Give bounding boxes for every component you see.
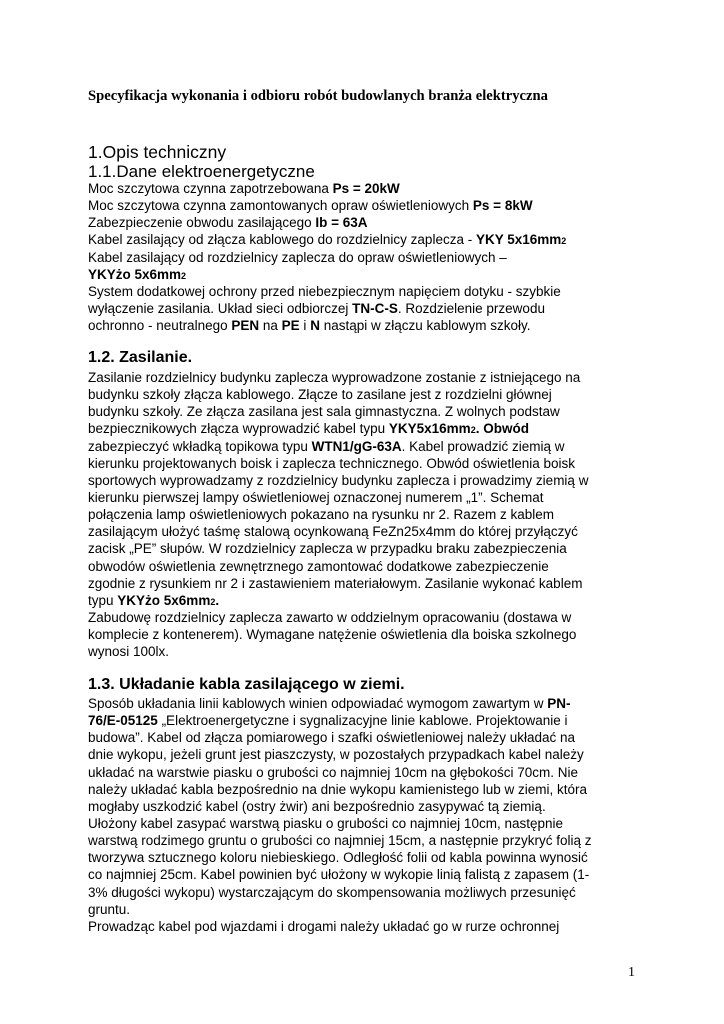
text-run: sportowych wyprowadzamy z rozdzielnicy budynku zaplecza i prowadzimy ziemią w	[88, 472, 589, 488]
text-run: zgodnie z rysunkiem nr 2 i zastawieniem materiałowym. Zasilanie wykonać kablem	[88, 575, 583, 591]
unit-suffix: 2	[561, 236, 567, 247]
text-line	[88, 506, 640, 523]
text-line	[88, 832, 640, 849]
text-line	[88, 317, 640, 334]
bold-value: .	[215, 592, 220, 608]
text-run: bezpiecznikowych złącza wyprowadzić kabel typu	[88, 421, 389, 437]
text-line	[88, 420, 640, 437]
bold-value: WTN1/gG-63A	[311, 438, 402, 454]
bold-value: N	[310, 318, 320, 334]
text-line	[88, 403, 640, 420]
text-run: Zasilanie rozdzielnicy budynku zaplecza wyprowadzone zostanie z istniejącego na	[88, 370, 581, 385]
text-run: co najmniej 25cm. Kabel powinien być ułożony w wykopie linią falistą z zapasem (1-	[88, 867, 590, 883]
bold-value: Ps = 8kW	[472, 198, 533, 214]
text-line	[88, 197, 640, 214]
text-run: i	[299, 318, 311, 334]
text-line	[88, 609, 640, 626]
text-run: kierunku projektowanych boisk i zaplecza technicznego. Obwód oświetlenia boisk	[88, 455, 576, 471]
text-run: Sposób układania linii kablowych winien odpowiadać wymogom zawartym w	[88, 696, 548, 711]
text-line	[88, 918, 640, 935]
text-run: należy układać kabla bezpośrednio na dnie wykopu kamienistego lub w ziemi, która	[88, 781, 588, 797]
bold-value: PE	[281, 318, 300, 334]
bold-value: YKYżo 5x6mm	[88, 266, 182, 282]
subsection-heading-dane: 1.1.Dane elektroenergetyczne	[88, 162, 315, 181]
section-heading-ukladanie: 1.3. Układanie kabla zasilającego w ziemi.	[88, 676, 405, 693]
text-line	[88, 523, 640, 540]
text-run: budowa”. Kabel od złącza pomiarowego i szafki oświetleniowej należy układać na	[88, 730, 576, 746]
text-line	[88, 849, 640, 866]
text-run: Zabudowę rozdzielnicy zaplecza zawarto w oddzielnym opracowaniu (dostawa w	[88, 609, 572, 625]
text-line	[88, 866, 640, 883]
text-run: 3% długości wykopu) wystarczającym do skompensowania możliwych przesunięć	[88, 884, 576, 900]
text-line	[88, 231, 640, 248]
text-line	[88, 180, 640, 197]
bold-value: TN-C-S	[352, 300, 398, 316]
text-run: nastąpi w złączu kablowym szkoły.	[319, 318, 531, 334]
text-run: Prowadząc kabel pod wjazdami i drogami należy układać go w rurze ochronnej	[88, 918, 560, 934]
text-line	[88, 455, 640, 472]
text-run: typu	[88, 592, 118, 608]
section-heading-zasilanie: 1.2. Zasilanie.	[88, 349, 193, 366]
text-line	[88, 695, 640, 712]
text-run: budynku szkoły złącza kablowego. Złącze to zasilane jest z rozdzielni głównej	[88, 387, 552, 403]
text-run: układać na warstwie piasku o grubości co najmniej 10cm na głębokości 70cm. Nie	[88, 764, 578, 780]
section-heading-opis: 1.Opis techniczny	[88, 142, 227, 162]
text-line	[88, 901, 640, 918]
bold-value: YKY 5x16mm	[475, 232, 562, 248]
text-line	[88, 300, 640, 317]
text-run: na	[259, 318, 282, 334]
section-body-zasilanie	[88, 369, 640, 660]
bold-value: . Obwód	[475, 421, 529, 437]
text-line	[88, 798, 640, 815]
text-run: obwodów oświetlenia zewnętrznego zamontować dodatkowe zabezpieczenie	[88, 558, 549, 574]
bold-value: YKYżo 5x6mm	[117, 592, 211, 608]
bold-value: PN-	[547, 696, 571, 711]
text-run: System dodatkowej ochrony przed niebezpiecznym napięciem dotyku - szybkie	[88, 283, 561, 299]
text-run: warstwą rodzimego gruntu o grubości co najmniej 15cm, a następnie przykryć folią z	[88, 833, 592, 849]
text-line	[88, 558, 640, 575]
text-run: gruntu.	[88, 901, 131, 917]
text-run: wynosi 100lx.	[88, 644, 170, 660]
page-number: 1	[628, 965, 635, 980]
text-line	[88, 438, 640, 455]
document-title: Specyfikacja wykonania i odbioru robót budowlanych branża elektryczna	[88, 88, 548, 104]
text-line	[88, 575, 640, 592]
text-line	[88, 764, 640, 781]
text-line	[88, 781, 640, 798]
bold-value: YKY5x16mm	[388, 421, 471, 437]
text-run: . Rozdzielenie przewodu	[397, 300, 545, 316]
unit-suffix: 2	[210, 596, 216, 607]
text-line	[88, 884, 640, 901]
text-run: „Elektroenergetyczne i sygnalizacyjne linie kablowe. Projektowanie i	[157, 713, 568, 729]
unit-suffix: 2	[181, 270, 187, 281]
text-run: mogłaby uszkodzić kabel (ostry żwir) ani bezpośrednio zasypywać tą ziemią.	[88, 798, 546, 814]
text-line	[88, 489, 640, 506]
text-run: tworzywa sztucznego koloru niebieskiego. Odległość folii od kabla powinna wynosić	[88, 850, 588, 866]
text-run: zasilającym ułożyć taśmę stalową ocynkowaną FeZn25x4mm do której przyłączyć	[88, 524, 578, 540]
section-body-dane	[88, 180, 640, 334]
text-run: ochronno - neutralnego	[88, 318, 232, 334]
text-run: połączenia lamp oświetleniowych pokazano na rysunku nr 2. Razem z kablem	[88, 507, 554, 523]
text-line	[88, 283, 640, 300]
text-run: zacisk „PE” słupów. W rozdzielnicy zaplecza w przypadku braku zabezpieczenia	[88, 541, 567, 557]
text-line	[88, 266, 640, 283]
text-line	[88, 214, 640, 231]
text-line	[88, 712, 640, 729]
text-line	[88, 472, 640, 489]
text-line	[88, 369, 640, 386]
text-line	[88, 626, 640, 643]
text-line	[88, 540, 640, 557]
text-run: Ułożony kabel zasypać warstwą piasku o grubości co najmniej 10cm, następnie	[88, 815, 563, 831]
bold-value: Ps = 20kW	[332, 181, 400, 196]
text-run: komplecie z kontenerem). Wymagane natężenie oświetlenia dla boiska szkolnego	[88, 627, 577, 643]
text-run: Kabel zasilający od rozdzielnicy zaplecza do opraw oświetleniowych –	[88, 249, 507, 265]
bold-value: PEN	[231, 318, 260, 334]
bold-value: 76/E-05125	[88, 713, 158, 729]
text-line	[88, 386, 640, 403]
text-run: . Kabel prowadzić ziemią w	[401, 438, 565, 454]
text-run: Kabel zasilający od złącza kablowego do rozdzielnicy zaplecza -	[88, 232, 476, 248]
text-run: Moc szczytowa czynna zamontowanych opraw oświetleniowych	[88, 198, 473, 214]
text-line	[88, 746, 640, 763]
text-run: budynku szkoły. Ze złącza zasilana jest sala gimnastyczna. Z wolnych podstaw	[88, 404, 560, 420]
text-line	[88, 729, 640, 746]
text-run: Zabezpieczenie obwodu zasilającego	[88, 215, 316, 231]
text-run: kierunku pierwszej lampy oświetleniowej oznaczonej numerem „1”. Schemat	[88, 489, 544, 505]
text-line	[88, 815, 640, 832]
text-run: Moc szczytowa czynna zapotrzebowana	[88, 181, 333, 196]
unit-suffix: 2	[470, 425, 476, 436]
text-line	[88, 592, 640, 609]
text-run: zabezpieczyć wkładką topikowa typu	[88, 438, 312, 454]
text-run: wyłączenie zasilania. Układ sieci odbiorczej	[88, 300, 353, 316]
text-run: dnie wykopu, jeżeli grunt jest piaszczysty, w pozostałych przypadkach kabel należy	[88, 747, 584, 763]
section-body-ukladanie	[88, 695, 640, 935]
text-line	[88, 643, 640, 660]
text-line	[88, 249, 640, 266]
bold-value: Ib = 63A	[315, 215, 368, 231]
